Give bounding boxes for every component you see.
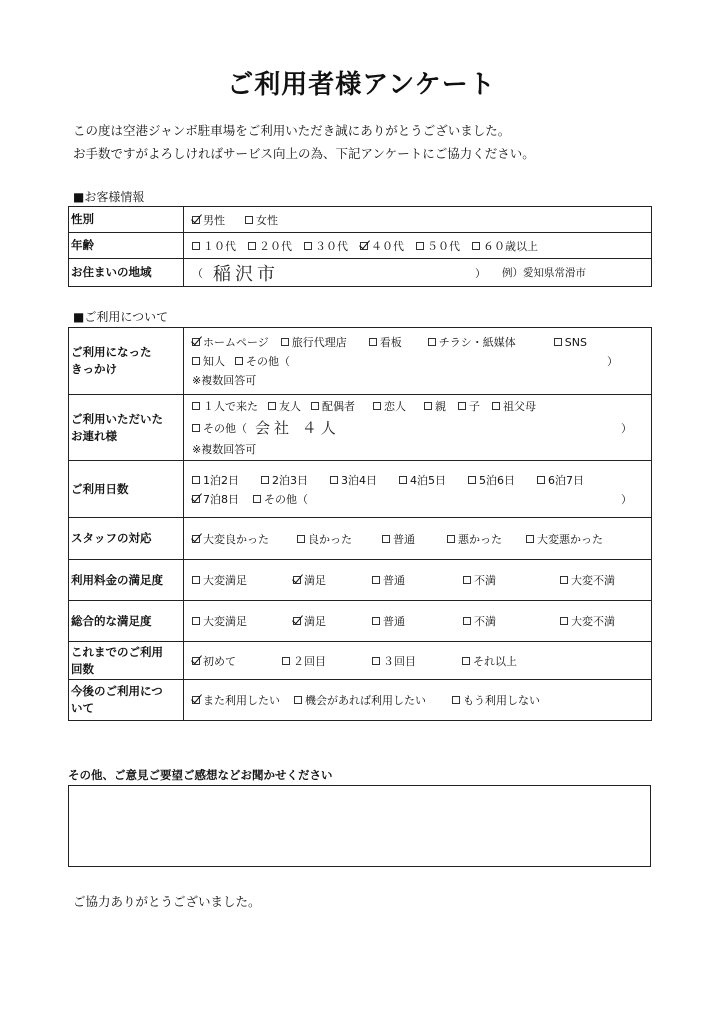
age-option-label: ３０代 (315, 239, 348, 253)
companion-option[interactable] (424, 398, 446, 414)
checked-checkbox[interactable] (192, 338, 200, 346)
age-option[interactable] (472, 238, 538, 254)
count-option[interactable] (372, 653, 416, 669)
gender-option[interactable] (192, 212, 225, 228)
trigger-option[interactable] (369, 334, 402, 350)
days-option-label: 5泊6日 (479, 473, 515, 487)
age-option[interactable] (304, 238, 348, 254)
checkbox[interactable] (253, 495, 261, 503)
checkbox[interactable] (372, 657, 380, 665)
checkbox[interactable] (372, 576, 380, 584)
staff-option-label: 大変良かった (203, 532, 269, 546)
companion-option[interactable] (373, 398, 406, 414)
overall-option-label: 満足 (304, 615, 326, 628)
staff-option-label: 大変悪かった (537, 532, 603, 546)
fee-option-label: 大変満足 (203, 574, 247, 587)
overall-option[interactable] (192, 613, 247, 629)
days-option[interactable] (253, 491, 308, 507)
staff-option[interactable] (382, 531, 415, 547)
age-label: 年齢 (69, 233, 184, 259)
staff-option-label: 良かった (308, 532, 352, 546)
trigger-option-label: 旅行代理店 (291, 336, 347, 349)
fee-label: 利用料金の満足度 (69, 560, 184, 601)
usage-table (68, 327, 652, 721)
companion-option-label: 恋人 (384, 400, 406, 413)
checked-checkbox[interactable] (192, 657, 200, 665)
days-option-label: 6泊7日 (548, 473, 584, 487)
section-usage: ■ご利用について (73, 310, 169, 324)
future-options (192, 692, 651, 708)
companion-option-label: 子 (469, 400, 480, 413)
thanks-message: ご協力ありがとうございました。 (73, 894, 261, 909)
checked-checkbox[interactable] (192, 535, 200, 543)
fee-option[interactable] (463, 572, 496, 588)
staff-options (192, 531, 651, 547)
checkbox[interactable] (294, 696, 302, 704)
checkbox[interactable] (311, 402, 319, 410)
days-option[interactable] (192, 491, 239, 507)
days-other-close: ） (621, 492, 632, 506)
trigger-option-label: SNS (564, 335, 587, 349)
future-option-label: 機会があれば利用したい (305, 694, 426, 707)
fee-option-label: 普通 (383, 574, 405, 587)
age-option-label: １０代 (203, 239, 236, 253)
staff-option-label: 悪かった (458, 532, 502, 546)
intro-line-2: お手数ですがよろしければサービス向上の為、下記アンケートにご協力ください。 (73, 146, 535, 161)
trigger-option[interactable] (235, 353, 290, 369)
comment-label: その他、ご意見ご要望ご感想などお聞かせください (68, 768, 333, 782)
checkbox[interactable] (560, 617, 568, 625)
overall-option-label: 大変満足 (203, 615, 247, 628)
gender-label: 性別 (69, 207, 184, 233)
region-open-paren: （ (192, 266, 203, 280)
fee-options (192, 572, 651, 588)
section-customer-info: ■お客様情報 (73, 190, 145, 204)
overall-option-label: 不満 (474, 615, 496, 628)
companion-other-checkbox[interactable] (192, 424, 200, 432)
days-option-label: 3泊4日 (341, 473, 377, 487)
overall-options (192, 613, 651, 629)
checkbox[interactable] (463, 617, 471, 625)
companion-option[interactable] (492, 398, 536, 414)
age-options (192, 238, 651, 254)
region-label: お住まいの地域 (69, 259, 184, 287)
trigger-option[interactable] (428, 334, 516, 350)
checked-checkbox[interactable] (293, 576, 301, 584)
age-option[interactable] (248, 238, 292, 254)
trigger-option[interactable] (281, 334, 347, 350)
checkbox[interactable] (192, 242, 200, 250)
companion-option[interactable] (192, 398, 258, 414)
trigger-option-label: チラシ・紙媒体 (438, 336, 516, 349)
checkbox[interactable] (192, 357, 200, 365)
trigger-option[interactable] (554, 334, 587, 350)
companion-other-label: その他（ (203, 421, 247, 435)
overall-label: 総合的な満足度 (69, 601, 184, 642)
checkbox[interactable] (268, 402, 276, 410)
customer-info-table (68, 206, 652, 287)
companion-option-label: 祖父母 (503, 400, 536, 413)
checked-checkbox[interactable] (360, 242, 368, 250)
gender-options (192, 212, 651, 228)
age-option-label: ６０歳以上 (483, 239, 538, 253)
count-option-label: ２回目 (293, 654, 326, 668)
age-option[interactable] (192, 238, 236, 254)
checkbox[interactable] (282, 657, 290, 665)
fee-option[interactable] (372, 572, 405, 588)
days-option-label: 1泊2日 (203, 473, 239, 487)
checkbox[interactable] (458, 402, 466, 410)
trigger-options-row1 (192, 334, 651, 350)
days-option-label: 4泊5日 (410, 473, 446, 487)
days-option[interactable] (192, 472, 239, 488)
days-option-label: 7泊8日 (203, 492, 239, 506)
trigger-note: ※複数回答可 (192, 374, 257, 387)
checkbox[interactable] (245, 216, 253, 224)
checkbox[interactable] (447, 535, 455, 543)
overall-option[interactable] (372, 613, 405, 629)
checkbox[interactable] (192, 476, 200, 484)
checkbox[interactable] (304, 242, 312, 250)
fee-option[interactable] (192, 572, 247, 588)
checkbox[interactable] (468, 476, 476, 484)
days-option[interactable] (468, 472, 515, 488)
gender-option-label: 女性 (256, 213, 278, 227)
count-option-label: それ以上 (473, 654, 517, 668)
comment-textarea[interactable] (68, 785, 651, 867)
companion-options-row1 (192, 398, 651, 414)
trigger-options-row2 (192, 353, 290, 369)
count-option[interactable] (192, 653, 236, 669)
checkbox[interactable] (428, 338, 436, 346)
checkbox[interactable] (261, 476, 269, 484)
days-option[interactable] (330, 472, 377, 488)
trigger-option-label: 知人 (203, 355, 225, 368)
checked-checkbox[interactable] (192, 696, 200, 704)
checkbox[interactable] (372, 617, 380, 625)
age-option[interactable] (416, 238, 460, 254)
days-option[interactable] (537, 472, 584, 488)
checked-checkbox[interactable] (293, 617, 301, 625)
gender-option-label: 男性 (203, 213, 225, 227)
fee-option[interactable] (293, 572, 326, 588)
count-option-label: ３回目 (383, 654, 416, 668)
checkbox[interactable] (463, 576, 471, 584)
checkbox[interactable] (554, 338, 562, 346)
overall-option-label: 普通 (383, 615, 405, 628)
checkbox[interactable] (235, 357, 243, 365)
future-option-label: もう利用しない (463, 694, 540, 707)
region-input[interactable]: 稲沢市 (213, 263, 279, 285)
companion-option-label: １人で来た (203, 400, 258, 413)
region-close-paren: ） (475, 266, 486, 280)
age-option-label: ５０代 (427, 239, 460, 253)
count-option[interactable] (462, 653, 517, 669)
companion-other-input[interactable]: 会社 ４人 (255, 419, 340, 437)
fee-option[interactable] (560, 572, 615, 588)
companion-option[interactable] (268, 398, 301, 414)
checkbox[interactable] (373, 402, 381, 410)
trigger-option-label: ホームページ (203, 336, 269, 349)
future-option[interactable] (294, 692, 426, 708)
trigger-other-close: ） (607, 355, 618, 368)
staff-option[interactable] (192, 531, 269, 547)
count-options (192, 653, 651, 669)
checked-checkbox[interactable] (192, 216, 200, 224)
region-example: 例）愛知県常滑市 (502, 267, 586, 279)
checkbox[interactable] (424, 402, 432, 410)
trigger-option-label: その他（ (246, 355, 290, 368)
companion-label: ご利用いただいた お連れ様 (69, 395, 184, 461)
checkbox[interactable] (492, 402, 500, 410)
overall-option[interactable] (293, 613, 326, 629)
intro-line-1: この度は空港ジャンボ駐車場をご利用いただき誠にありがとうございました。 (73, 123, 511, 138)
staff-label: スタッフの対応 (69, 518, 184, 560)
companion-note: ※複数回答可 (192, 443, 257, 456)
checkbox[interactable] (248, 242, 256, 250)
trigger-option[interactable] (192, 334, 269, 350)
checkbox[interactable] (472, 242, 480, 250)
trigger-label: ご利用になった きっかけ (69, 328, 184, 395)
companion-option[interactable] (458, 398, 480, 414)
checkbox[interactable] (382, 535, 390, 543)
gender-option[interactable] (245, 212, 278, 228)
count-label: これまでのご利用 回数 (69, 642, 184, 680)
count-option[interactable] (282, 653, 326, 669)
checkbox[interactable] (560, 576, 568, 584)
age-option-label: ４０代 (371, 239, 404, 253)
companion-option-label: 親 (435, 400, 446, 413)
checkbox[interactable] (297, 535, 305, 543)
page-title: ご利用者様アンケート (227, 70, 496, 100)
checkbox[interactable] (537, 476, 545, 484)
fee-option-label: 満足 (304, 574, 326, 587)
fee-option-label: 大変不満 (571, 574, 615, 587)
companion-other-close: ） (621, 421, 632, 435)
staff-option[interactable] (447, 531, 502, 547)
future-option[interactable] (192, 692, 280, 708)
overall-option-label: 大変不満 (571, 615, 615, 628)
checkbox[interactable] (462, 657, 470, 665)
days-option-label: 2泊3日 (272, 473, 308, 487)
companion-option-label: 配偶者 (322, 400, 355, 413)
checkbox[interactable] (192, 576, 200, 584)
days-option-label: その他（ (264, 492, 308, 506)
companion-option[interactable] (311, 398, 355, 414)
staff-option[interactable] (526, 531, 603, 547)
days-option[interactable] (261, 472, 308, 488)
trigger-option-label: 看板 (379, 336, 402, 349)
future-option[interactable] (452, 692, 540, 708)
overall-option[interactable] (463, 613, 496, 629)
count-option-label: 初めて (203, 654, 236, 668)
companion-option-label: 友人 (279, 400, 301, 413)
checkbox[interactable] (281, 338, 289, 346)
checked-checkbox[interactable] (192, 495, 200, 503)
age-option[interactable] (360, 238, 404, 254)
checkbox[interactable] (452, 696, 460, 704)
days-option[interactable] (399, 472, 446, 488)
checkbox[interactable] (526, 535, 534, 543)
days-label: ご利用日数 (69, 461, 184, 518)
trigger-option[interactable] (192, 353, 225, 369)
overall-option[interactable] (560, 613, 615, 629)
checkbox[interactable] (192, 617, 200, 625)
future-label: 今後のご利用につ いて (69, 680, 184, 721)
checkbox[interactable] (399, 476, 407, 484)
checkbox[interactable] (416, 242, 424, 250)
staff-option-label: 普通 (393, 532, 415, 546)
days-options-row2 (192, 491, 308, 507)
checkbox[interactable] (192, 402, 200, 410)
age-option-label: ２０代 (259, 239, 292, 253)
checkbox[interactable] (330, 476, 338, 484)
staff-option[interactable] (297, 531, 352, 547)
fee-option-label: 不満 (474, 574, 496, 587)
checkbox[interactable] (369, 338, 377, 346)
future-option-label: また利用したい (203, 694, 280, 707)
days-options-row1 (192, 472, 651, 488)
